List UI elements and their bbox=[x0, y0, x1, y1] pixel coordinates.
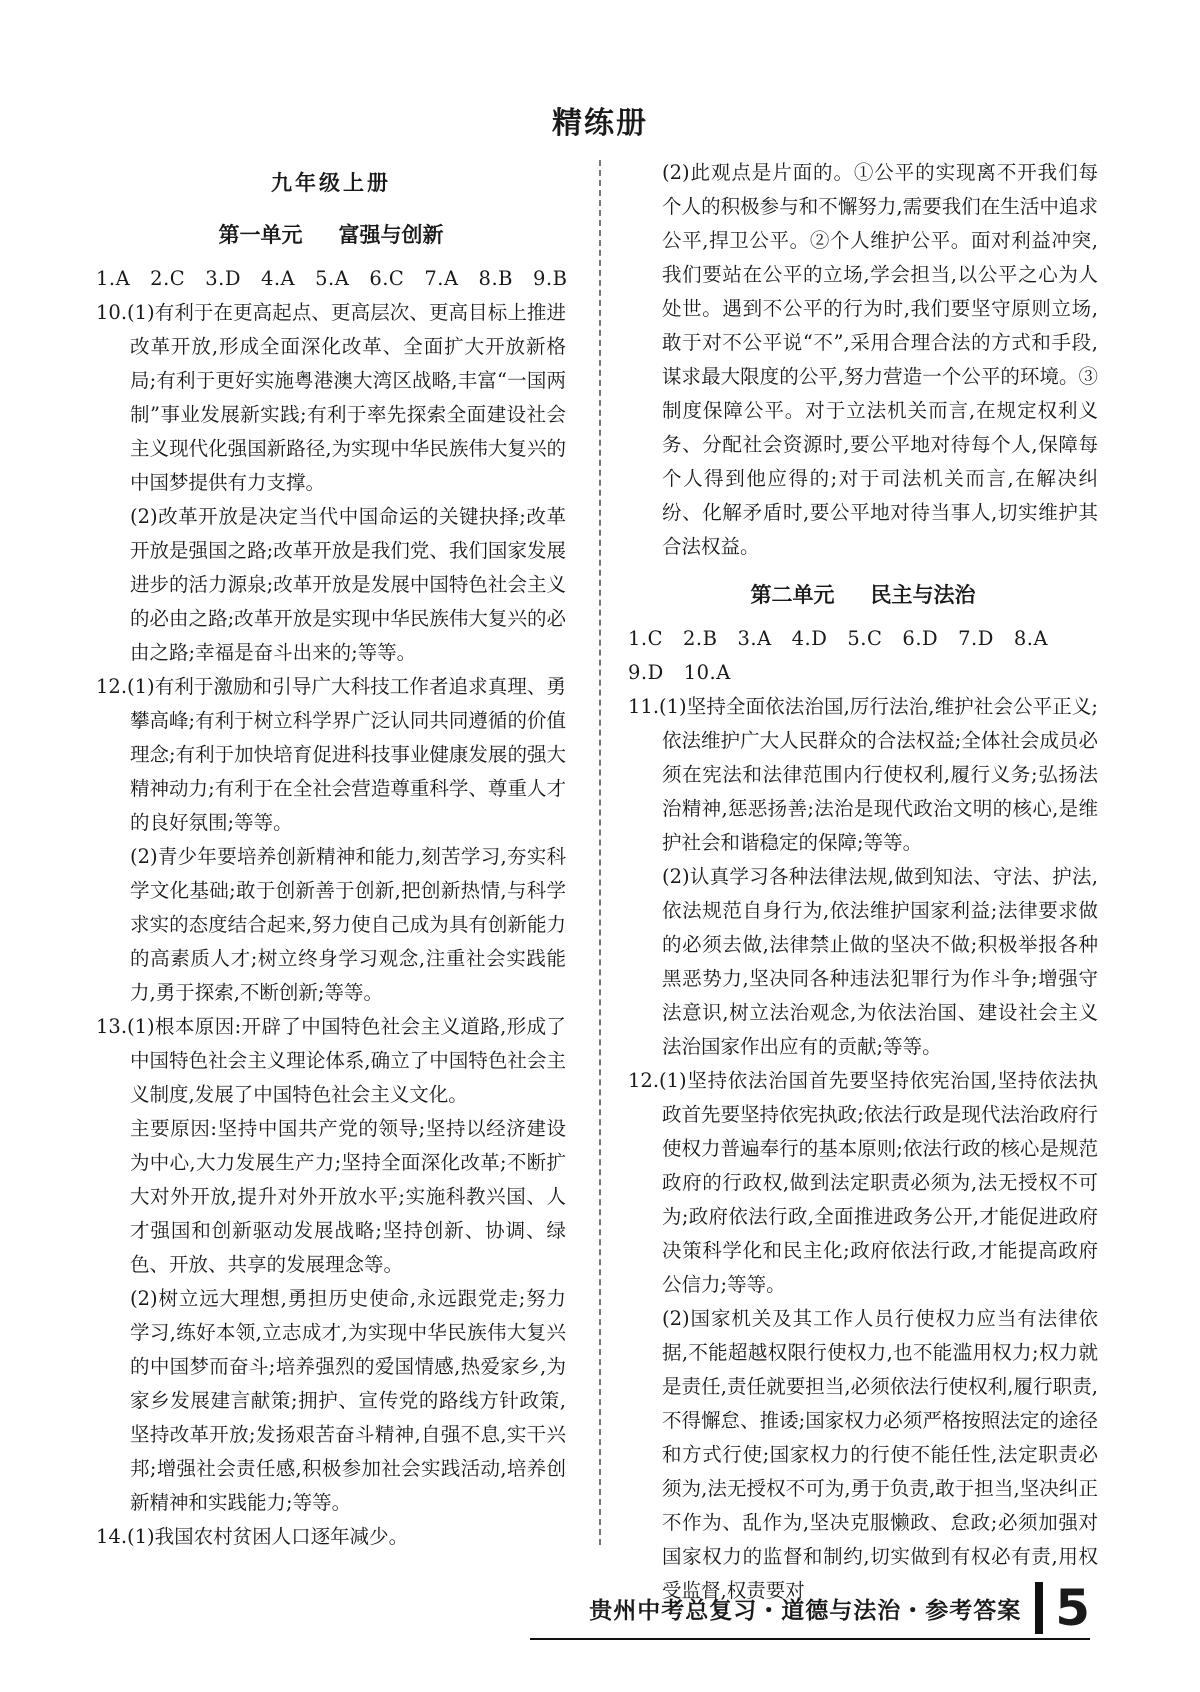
answer-paragraph bbox=[96, 1520, 566, 1554]
unit2-label: 第二单元 bbox=[750, 583, 835, 607]
unit1-name: 富强与创新 bbox=[338, 223, 444, 247]
answer-paragraph bbox=[96, 296, 566, 500]
question-number: 12. bbox=[96, 675, 128, 698]
footer-bar bbox=[1035, 1582, 1043, 1634]
unit2-q12 bbox=[628, 1064, 1098, 1608]
answer-paragraph bbox=[96, 670, 566, 840]
unit2-q11 bbox=[628, 690, 1098, 1064]
footer-rule bbox=[530, 1638, 1090, 1640]
footer-title: 贵州中考总复习・道德与法治・参考答案 bbox=[589, 1597, 1022, 1624]
answer-text: (1)有利于激励和引导广大科技工作者追求真理、勇攀高峰;有利于树立科学界广泛认同共同遵循的价值理念;有利于加快培育促进科技事业健康发展的强大精神动力;有利于在全社会营造尊重科学、尊重人才的良好氛围;等等。 bbox=[127, 675, 566, 834]
answer-paragraph: 主要原因:坚持中国共产党的领导;坚持以经济建设为中心,大力发展生产力;坚持全面深化改革;不断扩大对外开放,提升对外开放水平;实施科教兴国、人才强国和创新驱动发展战略;坚持创新、协调、绿色、开放、共享的发展理念等。 bbox=[130, 1117, 566, 1276]
grade-heading: 九年级上册 bbox=[271, 170, 391, 195]
answer-text: (1)我国农村贫困人口逐年减少。 bbox=[127, 1525, 409, 1548]
answer-paragraph: (2)树立远大理想,勇担历史使命,永远跟党走;努力学习,练好本领,立志成才,为实现中华民族伟大复兴的中国梦而奋斗;培养强烈的爱国情感,热爱家乡,为家乡发展建言献策;拥护、宣传党的路线方针政策,坚持改革开放;发扬艰苦奋斗精神,自强不息,实干兴邦;增强社会责任感,积极参加社会实践活动,培养创新精神和实践能力;等等。 bbox=[130, 1287, 566, 1514]
answer-paragraph: (2)青少年要培养创新精神和能力,刻苦学习,夯实科学文化基础;敢于创新善于创新,把创新热情,与科学求实的态度结合起来,努力使自己成为具有创新能力的高素质人才;树立终身学习观念,注重社会实践能力,勇于探索,不断创新;等等。 bbox=[130, 845, 566, 1004]
answer-text: (1)根本原因:开辟了中国特色社会主义道路,形成了中国特色社会主义理论体系,确立了中国特色社会主义制度,发展了中国特色社会主义文化。 bbox=[127, 1015, 566, 1106]
question-number: 14. bbox=[96, 1525, 128, 1548]
footer bbox=[589, 1579, 1090, 1637]
answer-paragraph bbox=[96, 1010, 566, 1112]
answer-paragraph: (2)此观点是片面的。①公平的实现离不开我们每个人的积极参与和不懈努力,需要我们在生活中追求公平,捍卫公平。②个人维护公平。面对利益冲突,我们要站在公平的立场,学会担当,以公平之心为人处世。遇到不公平的行为时,我们要坚守原则立场,敢于对不公平说“不”,采用合理合法的方式和手段,谋求最大限度的公平,努力营造一个公平的环境。③制度保障公平。对于立法机关而言,在规定权利义务、分配社会资源时,要公平地对待每个人,保障每个人得到他应得的;对于司法机关而言,在解决纠纷、化解矛盾时,要公平地对待当事人,切实维护其合法权益。 bbox=[662, 161, 1098, 558]
answer-paragraph bbox=[628, 690, 1098, 860]
unit1-label: 第一单元 bbox=[218, 223, 303, 247]
answer-paragraph: (2)改革开放是决定当代中国命运的关键抉择;改革开放是强国之路;改革开放是我们党、我们国家发展进步的活力源泉;改革开放是发展中国特色社会主义的必由之路;改革开放是实现中华民族伟大复兴的必由之路;幸福是奋斗出来的;等等。 bbox=[130, 505, 566, 664]
question-number: 11. bbox=[628, 695, 660, 718]
unit1-q10 bbox=[96, 296, 566, 670]
unit1-q12 bbox=[96, 670, 566, 1010]
answer-paragraph: (2)认真学习各种法律法规,做到知法、守法、护法,依法规范自身行为,依法维护国家利益;法律要求做的必须去做,法律禁止做的坚决不做;积极举报各种黑恶势力,坚决同各种违法犯罪行为作斗争;增强守法意识,树立法治观念,为依法治国、建设社会主义法治国家作出应有的贡献;等等。 bbox=[662, 865, 1098, 1058]
left-column bbox=[96, 156, 566, 1554]
unit2-name: 民主与法治 bbox=[870, 583, 976, 607]
unit1-heading bbox=[96, 218, 566, 252]
answer-text: (1)坚持依法治国首先要坚持依宪治国,坚持依法执政首先要坚持依宪执政;依法行政是现代法治政府行使权力普遍奉行的基本原则;依法行政的核心是规范政府的行政权,做到法定职责必须为,法无授权不可为;政府依法行政,全面推进政务公开,才能促进政府决策科学化和民主化;政府依法行政,才能提高政府公信力;等等。 bbox=[659, 1069, 1098, 1296]
answer-paragraph: (2)国家机关及其工作人员行使权力应当有法律依据,不能超越权限行使权力,也不能滥用权力;权力就是责任,责任就要担当,必须依法行使权利,履行职责,不得懈怠、推诿;国家权力必须严格按照法定的途径和方式行使;国家权力的行使不能任性,法定职责必须为,法无授权不可为,勇于负责,敢于担当,坚决纠正不作为、乱作为,坚决克服懒政、怠政;必须加强对国家权力的监督和制约,切实做到有权必有责,用权受监督,权责要对 bbox=[662, 1307, 1098, 1602]
right-column bbox=[628, 156, 1098, 1608]
answer-paragraph bbox=[628, 1064, 1098, 1302]
page-title: 精练册 bbox=[552, 106, 648, 141]
question-number: 10. bbox=[96, 301, 128, 324]
answer-text: (1)坚持全面依法治国,厉行法治,维护社会公平正义;依法维护广大人民群众的合法权益;全体社会成员必须在宪法和法律范围内行使权利,履行义务;弘扬法治精神,惩恶扬善;法治是现代政治文明的核心,是维护社会和谐稳定的保障;等等。 bbox=[659, 695, 1098, 854]
answer-text: (1)有利于在更高起点、更高层次、更高目标上推进改革开放,形成全面深化改革、全面扩大开放新格局;有利于更好实施粤港澳大湾区战略,丰富“一国两制”事业发展新实践;有利于率先探索全面建设社会主义现代化强国新路径,为实现中华民族伟大复兴的中国梦提供有力支撑。 bbox=[127, 301, 566, 494]
question-number: 13. bbox=[96, 1015, 128, 1038]
unit1-multiple-choice: 1.A 2.C 3.D 4.A 5.A 6.C 7.A 8.B 9.B bbox=[96, 267, 568, 290]
unit1-q14-start bbox=[96, 1520, 566, 1554]
unit2-multiple-choice: 9.D 10.A bbox=[628, 661, 731, 684]
question-number: 12. bbox=[628, 1069, 660, 1092]
column-divider bbox=[599, 160, 601, 1545]
page-number: 5 bbox=[1055, 1579, 1090, 1637]
unit2-heading bbox=[628, 578, 1098, 612]
unit1-q13 bbox=[96, 1010, 566, 1520]
unit2-multiple-choice: 1.C 2.B 3.A 4.D 5.C 6.D 7.D 8.A bbox=[628, 627, 1049, 650]
